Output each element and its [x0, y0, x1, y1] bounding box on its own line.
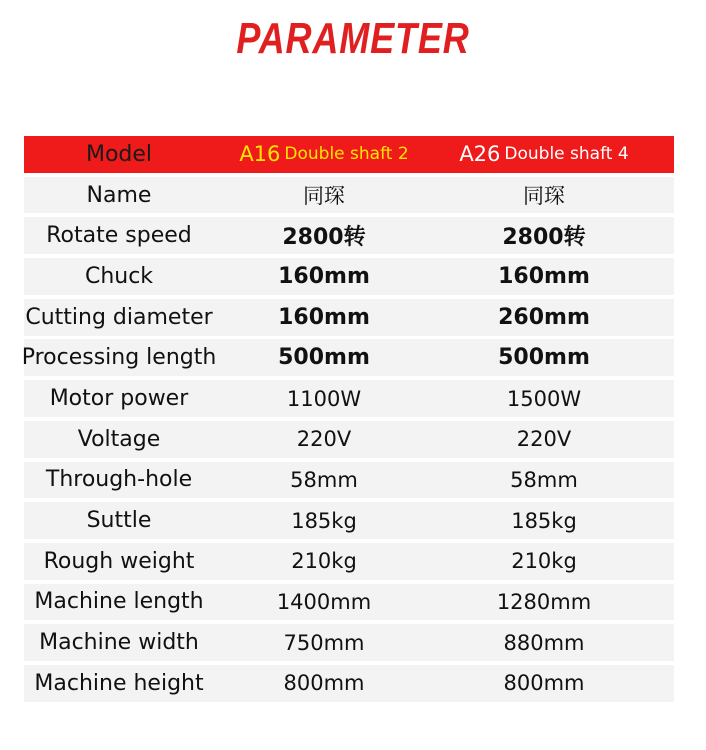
table-row: [24, 665, 674, 702]
model-b-value: 210kg: [511, 549, 577, 574]
row-label: Rotate speed: [46, 223, 192, 249]
row-label: Through-hole: [45, 467, 193, 493]
model-b-desc: Double shaft 4: [504, 144, 629, 165]
row-label: Suttle: [86, 508, 152, 534]
model-a-value: 160mm: [278, 263, 370, 289]
table-row: [24, 462, 674, 499]
table-row: [24, 217, 674, 254]
parameter-table: [21, 136, 674, 706]
page-title: PARAMETER: [236, 14, 470, 63]
model-a-value: 1400mm: [276, 589, 372, 614]
row-label: Machine length: [34, 589, 204, 615]
model-a-value: 160mm: [278, 304, 370, 330]
model-a-value: 220V: [296, 427, 352, 452]
row-label: Cutting diameter: [25, 304, 213, 330]
table-row: [24, 584, 674, 621]
table-header-row: [24, 136, 674, 173]
model-a-value: 500mm: [278, 345, 370, 371]
model-b-value: 260mm: [498, 304, 590, 330]
model-b-value: 880mm: [503, 630, 585, 655]
row-label: Machine width: [39, 630, 199, 656]
model-b-value: 1500W: [506, 386, 582, 411]
model-a-value: 同琛: [303, 184, 345, 209]
model-a-value: 185kg: [291, 508, 357, 533]
table-row: [21, 339, 674, 376]
model-b-value: 185kg: [511, 508, 577, 533]
model-a-desc: Double shaft 2: [284, 144, 409, 165]
table-row: [24, 421, 674, 458]
model-b-value: 1280mm: [496, 589, 592, 614]
row-label: Rough weight: [43, 548, 195, 574]
header-model-b: [434, 136, 654, 173]
table-row: [24, 543, 674, 580]
table-row: [24, 502, 674, 539]
table-row: [24, 258, 674, 295]
model-a-value: 1100W: [286, 386, 362, 411]
table-row: [24, 624, 674, 661]
model-b-value: 160mm: [498, 263, 590, 289]
row-label: Machine height: [34, 670, 204, 696]
model-b-code: A26: [459, 142, 501, 167]
model-a-value: 800mm: [283, 671, 365, 696]
model-a-value: 750mm: [283, 630, 365, 655]
model-b-value: 800mm: [503, 671, 585, 696]
row-label: Processing length: [21, 345, 217, 371]
model-a-value: 2800转: [282, 225, 366, 251]
model-b-value: 58mm: [510, 467, 578, 492]
model-a-code: A16: [239, 142, 281, 167]
row-label: Motor power: [49, 386, 189, 412]
model-b-value: 同琛: [523, 184, 565, 209]
model-b-value: 2800转: [502, 225, 586, 251]
model-b-value: 500mm: [498, 345, 590, 371]
row-label: Voltage: [77, 426, 161, 452]
table-row: [24, 177, 674, 214]
header-model-a: [214, 136, 434, 173]
row-label: Chuck: [84, 263, 154, 289]
header-model-label: Model: [85, 141, 153, 167]
table-row: [24, 380, 674, 417]
model-b-value: 220V: [516, 427, 572, 452]
model-a-value: 58mm: [290, 467, 358, 492]
table-row: [24, 299, 674, 336]
row-label: Name: [86, 182, 152, 208]
model-a-value: 210kg: [291, 549, 357, 574]
